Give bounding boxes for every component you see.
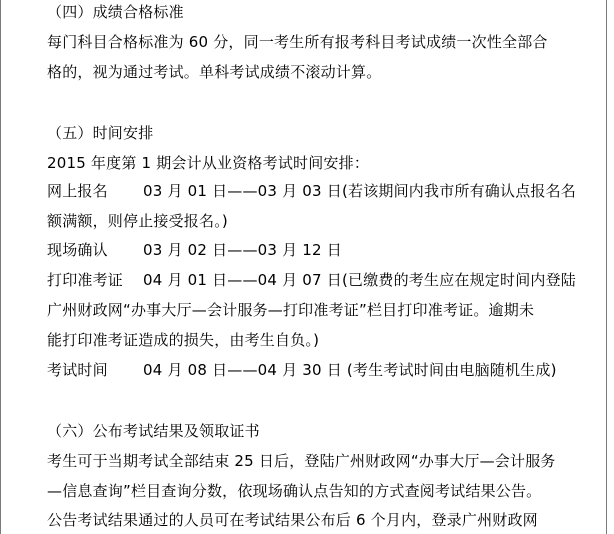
schedule-row-print-cont-2: 能打印准考证造成的损失，由考生自负。) (47, 331, 320, 349)
schedule-label: 网上报名 (47, 182, 108, 200)
section-6-line-1: 考生可于当期考试全部结束 25 日后，登陆广州财政网“办事大厅—会计服务 (47, 452, 556, 470)
page-border-right (606, 0, 607, 534)
section-4-line-2: 格的，视为通过考试。单科考试成绩不滚动计算。 (47, 63, 382, 81)
schedule-text: 03 月 01 日——03 月 03 日(若该期间内我市所有确认点报名名 (143, 182, 577, 200)
schedule-row-online-registration-cont: 额满额，则停止接受报名。) (47, 212, 228, 230)
section-5-intro: 2015 年度第 1 期会计从业资格考试时间安排： (47, 154, 370, 172)
page-border-left (0, 0, 1, 534)
schedule-text: 04 月 01 日——04 月 07 日(已缴费的考生应在规定时间内登陆 (143, 271, 577, 289)
schedule-row-online-registration (47, 181, 576, 201)
section-5-heading: （五）时间安排 (47, 124, 154, 142)
section-6-line-3: 公告考试结果通过的人员可在考试结果公布后 6 个月内，登录广州财政网 (47, 511, 538, 529)
section-4-line-1: 每门科目合格标准为 60 分，同一考生所有报考科目考试成绩一次性全部合 (47, 33, 548, 51)
schedule-row-print-cont-1: 广州财政网“办事大厅—会计服务—打印准考证”栏目打印准考证。逾期未 (47, 301, 535, 319)
schedule-label: 打印准考证 (47, 271, 124, 289)
schedule-label: 现场确认 (47, 241, 108, 259)
schedule-label: 考试时间 (47, 361, 108, 379)
schedule-row-onsite-confirmation (47, 240, 342, 260)
schedule-row-exam-time (47, 360, 557, 380)
section-6-heading: （六）公布考试结果及领取证书 (47, 422, 260, 440)
schedule-row-print-admission-ticket (47, 270, 576, 290)
schedule-text: 04 月 08 日——04 月 30 日 (考生考试时间由电脑随机生成) (143, 361, 557, 379)
section-4-heading: （四）成绩合格标准 (47, 3, 184, 21)
section-6-line-2: —信息查询”栏目查询分数，依现场确认点告知的方式查阅考试结果公告。 (47, 482, 542, 500)
schedule-text: 03 月 02 日——03 月 12 日 (143, 241, 342, 259)
